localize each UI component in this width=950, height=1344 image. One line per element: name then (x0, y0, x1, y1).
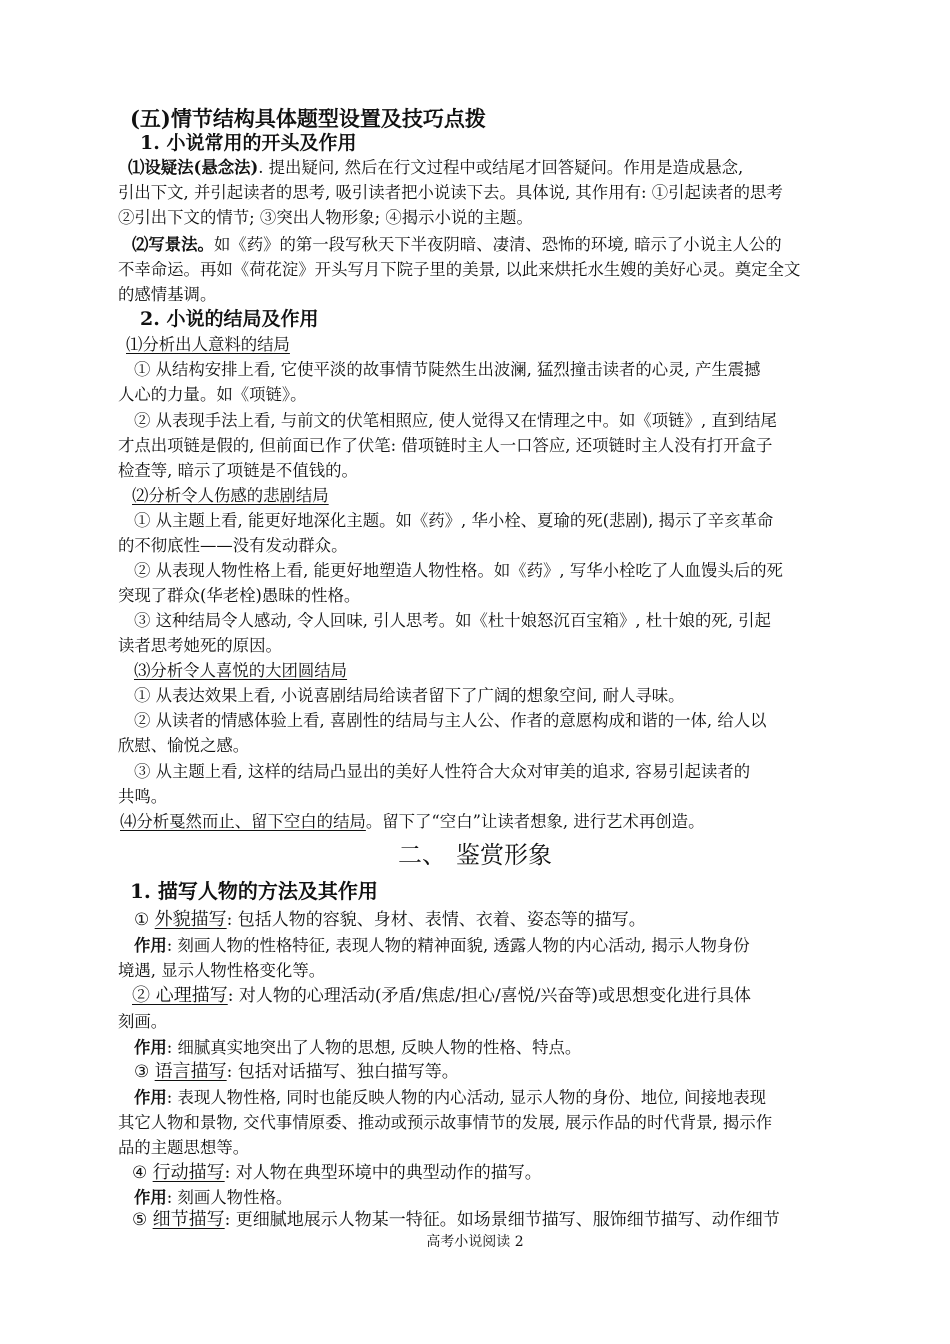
ending-tragic-b-line-1: ② 从表现人物性格上看, 能更好地塑造人物性格。如《药》, 写华小栓吃了人血馒头后的死 (134, 561, 783, 580)
desc-language-text: : 包括对话描写、独白描写等。 (226, 1062, 459, 1082)
opening-scenery-text: 如《药》的第一段写秋天下半夜阴暗、凄清、恐怖的环境, 暗示了小说主人公的 (213, 235, 782, 254)
effect-text: : 表现人物性格, 同时也能反映人物的内心活动, 显示人物的身份、地位, 间接地表现 (166, 1088, 767, 1107)
ending-tragic-a-line-2: 的不彻底性——没有发动群众。 (118, 536, 348, 555)
desc-psychology-text: : 对人物的心理活动(矛盾/焦虑/担心/喜悦/兴奋等)或思想变化进行具体 (227, 986, 752, 1006)
desc-appearance-effect-line-1 (134, 934, 874, 958)
ending-happy-b-line-1: ② 从读者的情感体验上看, 喜剧性的结局与主人公、作者的意愿构成和谐的一体, 给人以 (134, 711, 767, 730)
desc-action-label: 行动描写 (152, 1162, 225, 1183)
desc-psychology-line-1 (132, 984, 872, 1008)
section-heading-character (0, 838, 950, 872)
ending-tragic-a-line-1: ① 从主题上看, 能更好地深化主题。如《药》, 华小栓、夏瑜的死(悲剧), 揭示了辛亥革命 (134, 511, 774, 530)
ending-tragic-title: ⑵分析令人伤感的悲剧结局 (132, 486, 329, 505)
desc-detail-text: : 更细腻地展示人物某一特征。如场景细节描写、服饰细节描写、动作细节 (224, 1210, 780, 1230)
desc-detail-line (132, 1208, 872, 1232)
desc-language-effect-line-1 (134, 1086, 874, 1110)
effect-text: : 刻画人物性格。 (166, 1188, 293, 1207)
ending-unexpected-a-line-2: 人心的力量。如《项链》。 (118, 385, 307, 404)
ending-tragic-c-line-2: 读者思考她死的原因。 (118, 636, 282, 655)
ending-unexpected-a-line-1: ① 从结构安排上看, 它使平淡的故事情节陡然生出波澜, 猛烈撞击读者的心灵, 产生震撼 (134, 360, 761, 379)
desc-language-effect-line-3: 品的主题思想等。 (118, 1138, 250, 1157)
desc-action-text: : 对人物在典型环境中的典型动作的描写。 (224, 1163, 542, 1183)
subheading-endings: 2. 小说的结局及作用 (140, 308, 319, 330)
section-number: 二、 (398, 841, 446, 869)
ending-happy-a-line-1: ① 从表达效果上看, 小说喜剧结局给读者留下了广阔的想象空间, 耐人寻味。 (134, 686, 685, 705)
desc-detail-label: 细节描写 (152, 1209, 225, 1230)
ending-unexpected-title: ⑴分析出人意料的结局 (126, 335, 290, 354)
effect-label: 作用 (134, 1038, 167, 1057)
ending-unexpected-b-line-2: 才点出项链是假的, 但前面已作了伏笔: 借项链时主人一口答应, 还项链时主人没有打开盒子 (118, 436, 773, 455)
desc-appearance-num: ① (134, 910, 150, 930)
opening-suspense-text: . 提出疑问, 然后在行文过程中或结尾才回答疑问。作用是造成悬念, (258, 158, 744, 177)
desc-action-num: ④ (132, 1163, 148, 1183)
desc-language-label: 语言描写 (154, 1061, 227, 1082)
opening-suspense-label: ⑴设疑法(悬念法) (128, 158, 259, 177)
ending-open-text: 。留下了“空白”让读者想象, 进行艺术再创造。 (365, 812, 705, 831)
ending-unexpected-b-line-3: 检查等, 暗示了项链是不值钱的。 (118, 461, 358, 480)
effect-text: : 刻画人物的性格特征, 表现人物的精神面貌, 透露人物的内心活动, 揭示人物身份 (166, 936, 750, 955)
page-footer: 高考小说阅读 2 (426, 1234, 524, 1250)
desc-language-num: ③ (134, 1062, 150, 1082)
desc-appearance-line (134, 908, 874, 932)
ending-happy-c-line-1: ③ 从主题上看, 这样的结局凸显出的美好人性符合大众对审美的追求, 容易引起读者的 (134, 762, 751, 781)
opening-scenery-line-3: 的感情基调。 (118, 285, 217, 304)
opening-suspense-line-3: ②引出下文的情节; ③突出人物形象; ④揭示小说的主题。 (118, 208, 533, 227)
desc-appearance-text: : 包括人物的容貌、身材、表情、衣着、姿态等的描写。 (226, 910, 646, 930)
ending-tragic-b-line-2: 突现了群众(华老栓)愚昧的性格。 (118, 586, 361, 605)
opening-suspense-line-2: 引出下文, 并引起读者的思考, 吸引读者把小说读下去。具体说, 其作用有: ①引起读者的思考 (118, 183, 783, 202)
desc-detail-num: ⑤ (132, 1210, 148, 1230)
ending-happy-b-line-2: 欣慰、愉悦之感。 (118, 736, 250, 755)
desc-language-effect-line-2: 其它人物和景物, 交代事情原委、推动或预示故事情节的发展, 展示作品的时代背景, 揭示作 (118, 1113, 773, 1132)
opening-scenery-line-2: 不幸命运。再如《荷花淀》开头写月下院子里的美景, 以此来烘托水生嫂的美好心灵。奠定全文 (118, 260, 801, 279)
section-title: 鉴赏形象 (456, 841, 552, 869)
ending-happy-c-line-2: 共鸣。 (118, 787, 168, 806)
desc-psychology-effect-line (134, 1036, 874, 1060)
effect-label: 作用 (134, 1088, 167, 1107)
desc-action-line (132, 1161, 872, 1185)
desc-appearance-label: 外貌描写 (154, 909, 227, 930)
ending-unexpected-b-line-1: ② 从表现手法上看, 与前文的伏笔相照应, 使人觉得又在情理之中。如《项链》, 直到结尾 (134, 411, 777, 430)
ending-open-title: ⑷分析戛然而止、留下空白的结局 (120, 812, 366, 831)
subheading-openings: 1. 小说常用的开头及作用 (140, 132, 357, 154)
effect-label: 作用 (134, 936, 167, 955)
subheading-description-methods: 1. 描写人物的方法及其作用 (130, 879, 378, 903)
desc-language-line (134, 1060, 874, 1084)
opening-suspense-line-1 (128, 156, 868, 180)
desc-psychology-label: ② 心理描写 (132, 985, 228, 1006)
desc-psychology-line-2: 刻画。 (118, 1012, 168, 1031)
effect-label: 作用 (134, 1188, 167, 1207)
desc-action-effect-line (134, 1186, 874, 1210)
opening-scenery-label: ⑵写景法。 (132, 235, 214, 254)
section-heading-plot-structure: (五)情节结构具体题型设置及技巧点拨 (130, 106, 486, 131)
effect-text: : 细腻真实地突出了人物的思想, 反映人物的性格、特点。 (166, 1038, 582, 1057)
ending-happy-title: ⑶分析令人喜悦的大团圆结局 (134, 661, 348, 680)
ending-tragic-c-line-1: ③ 这种结局令人感动, 令人回味, 引人思考。如《杜十娘怒沉百宝箱》, 杜十娘的死, 引起 (134, 611, 771, 630)
ending-open-line (120, 810, 860, 834)
opening-scenery-line-1 (132, 233, 872, 257)
desc-appearance-effect-line-2: 境遇, 显示人物性格变化等。 (118, 961, 326, 980)
